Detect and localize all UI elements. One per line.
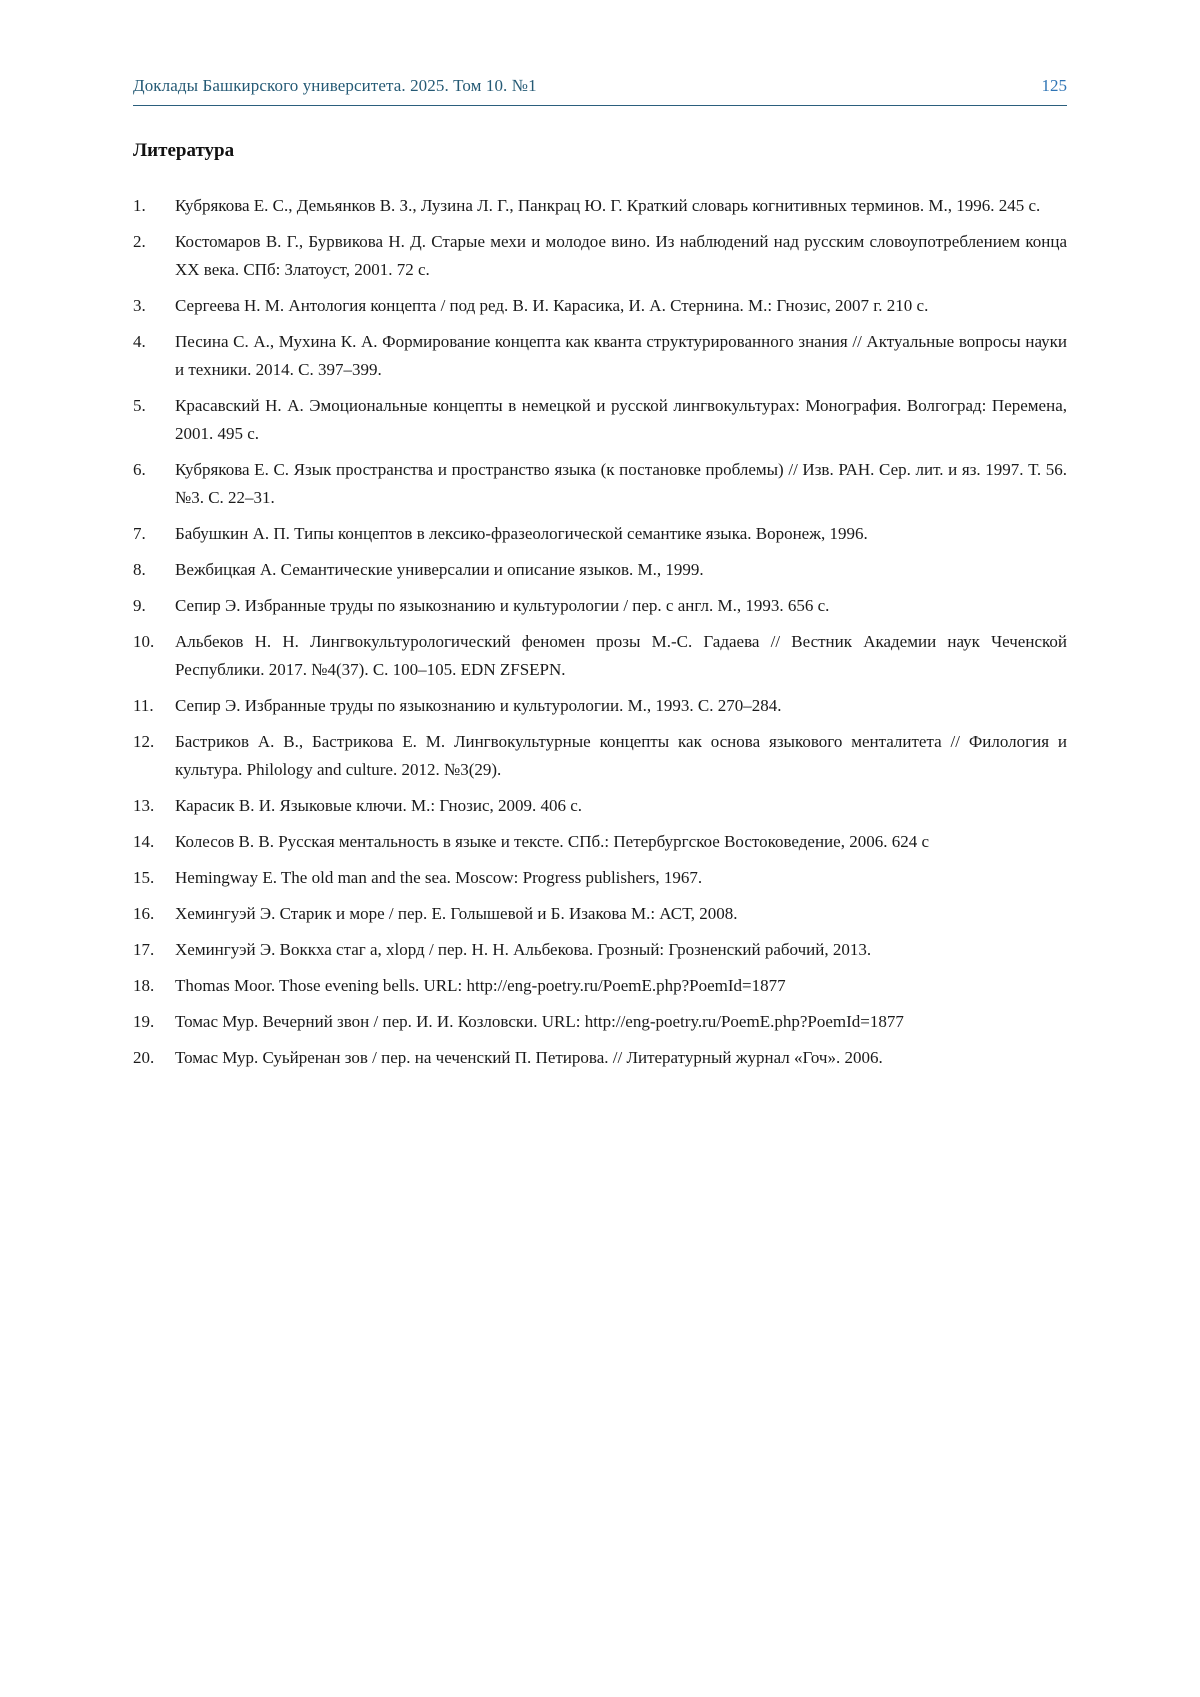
reference-text: Хемингуэй Э. Старик и море / пер. Е. Голышевой и Б. Изакова М.: АСТ, 2008.	[175, 904, 738, 923]
reference-text: Альбеков Н. Н. Лингвокультурологический феномен прозы М.-С. Гадаева // Вестник Академии наук Чеченской Республики. 2017. №4(37). С. 100–105. EDN ZFSEPN.	[175, 632, 1067, 679]
reference-item	[133, 628, 1067, 684]
reference-number: 10.	[133, 632, 155, 651]
reference-number: 3.	[133, 296, 146, 315]
reference-item	[133, 328, 1067, 384]
reference-item	[133, 228, 1067, 284]
reference-item	[133, 692, 1067, 720]
reference-item	[133, 1044, 1067, 1072]
reference-item	[133, 1008, 1067, 1036]
reference-number: 5.	[133, 396, 146, 415]
reference-text: Сепир Э. Избранные труды по языкознанию и культурологии / пер. с англ. М., 1993. 656 с.	[175, 596, 830, 615]
reference-number: 11.	[133, 696, 154, 715]
reference-number: 13.	[133, 796, 155, 815]
reference-text: Кубрякова Е. С., Демьянков В. З., Лузина Л. Г., Панкрац Ю. Г. Краткий словарь когнитивных терминов. М., 1996. 245 с.	[175, 196, 1041, 215]
reference-item	[133, 556, 1067, 584]
reference-text: Thomas Moor. Those evening bells. URL: http://eng-poetry.ru/PoemE.php?PoemId=1877	[175, 976, 786, 995]
reference-item	[133, 792, 1067, 820]
reference-text: Кубрякова Е. С. Язык пространства и пространство языка (к постановке проблемы) // Изв. РАН. Сер. лит. и яз. 1997. Т. 56. №3. С. 22–31.	[175, 460, 1067, 507]
reference-item	[133, 192, 1067, 220]
section-title: Литература	[133, 140, 235, 161]
reference-number: 1.	[133, 196, 146, 215]
reference-item	[133, 728, 1067, 784]
reference-number: 20.	[133, 1048, 155, 1067]
journal-title: Доклады Башкирского университета. 2025. Том 10. №1	[133, 76, 537, 95]
reference-number: 18.	[133, 976, 155, 995]
reference-item	[133, 864, 1067, 892]
reference-number: 7.	[133, 524, 146, 543]
reference-text: Карасик В. И. Языковые ключи. М.: Гнозис, 2009. 406 с.	[175, 796, 583, 815]
reference-number: 4.	[133, 332, 146, 351]
reference-text: Бастриков А. В., Бастрикова Е. М. Лингвокультурные концепты как основа языкового менталитета // Филология и культура. Philology and culture. 2012. №3(29).	[175, 732, 1067, 779]
reference-item	[133, 936, 1067, 964]
reference-text: Красавский Н. А. Эмоциональные концепты в немецкой и русской лингвокультурах: Монография. Волгоград: Перемена, 2001. 495 с.	[175, 396, 1067, 443]
reference-number: 15.	[133, 868, 155, 887]
reference-item	[133, 592, 1067, 620]
reference-number: 12.	[133, 732, 155, 751]
reference-text: Хемингуэй Э. Воккха стаг а, хlорд / пер. Н. Н. Альбекова. Грозный: Грозненский рабочий, 2013.	[175, 940, 872, 959]
reference-item	[133, 972, 1067, 1000]
reference-item	[133, 520, 1067, 548]
reference-number: 2.	[133, 232, 146, 251]
reference-item	[133, 292, 1067, 320]
reference-number: 19.	[133, 1012, 155, 1031]
reference-item	[133, 392, 1067, 448]
reference-number: 17.	[133, 940, 155, 959]
reference-number: 9.	[133, 596, 146, 615]
reference-list	[133, 192, 1067, 1072]
page-number: 125	[1041, 76, 1067, 95]
reference-text: Костомаров В. Г., Бурвикова Н. Д. Старые мехи и молодое вино. Из наблюдений над русским словоупотреблением конца XX века. СПб: Златоуст, 2001. 72 с.	[175, 232, 1067, 279]
reference-item	[133, 456, 1067, 512]
reference-text: Сепир Э. Избранные труды по языкознанию и культурологии. М., 1993. С. 270–284.	[175, 696, 782, 715]
reference-text: Томас Мур. Вечерний звон / пер. И. И. Козловски. URL: http://eng-poetry.ru/PoemE.php?PoemId=1877	[175, 1012, 904, 1031]
reference-number: 6.	[133, 460, 146, 479]
reference-item	[133, 900, 1067, 928]
reference-number: 16.	[133, 904, 155, 923]
reference-text: Колесов В. В. Русская ментальность в языке и тексте. СПб.: Петербургское Востоковедение, 2006. 624 с	[175, 832, 929, 851]
reference-item	[133, 828, 1067, 856]
reference-text: Бабушкин А. П. Типы концептов в лексико-фразеологической семантике языка. Воронеж, 1996.	[175, 524, 868, 543]
reference-text: Вежбицкая А. Семантические универсалии и описание языков. М., 1999.	[175, 560, 704, 579]
reference-text: Томас Мур. Суьйренан зов / пер. на чеченский П. Петирова. // Литературный журнал «Гоч». 2006.	[175, 1048, 883, 1067]
reference-text: Сергеева Н. М. Антология концепта / под ред. В. И. Карасика, И. А. Стернина. М.: Гнозис, 2007 г. 210 с.	[175, 296, 929, 315]
reference-number: 14.	[133, 832, 155, 851]
reference-number: 8.	[133, 560, 146, 579]
running-header	[133, 76, 1067, 106]
reference-text: Hemingway E. The old man and the sea. Moscow: Progress publishers, 1967.	[175, 868, 703, 887]
reference-text: Песина С. А., Мухина К. А. Формирование концепта как кванта структурированного знания // Актуальные вопросы науки и техники. 2014. С. 397–399.	[175, 332, 1067, 379]
